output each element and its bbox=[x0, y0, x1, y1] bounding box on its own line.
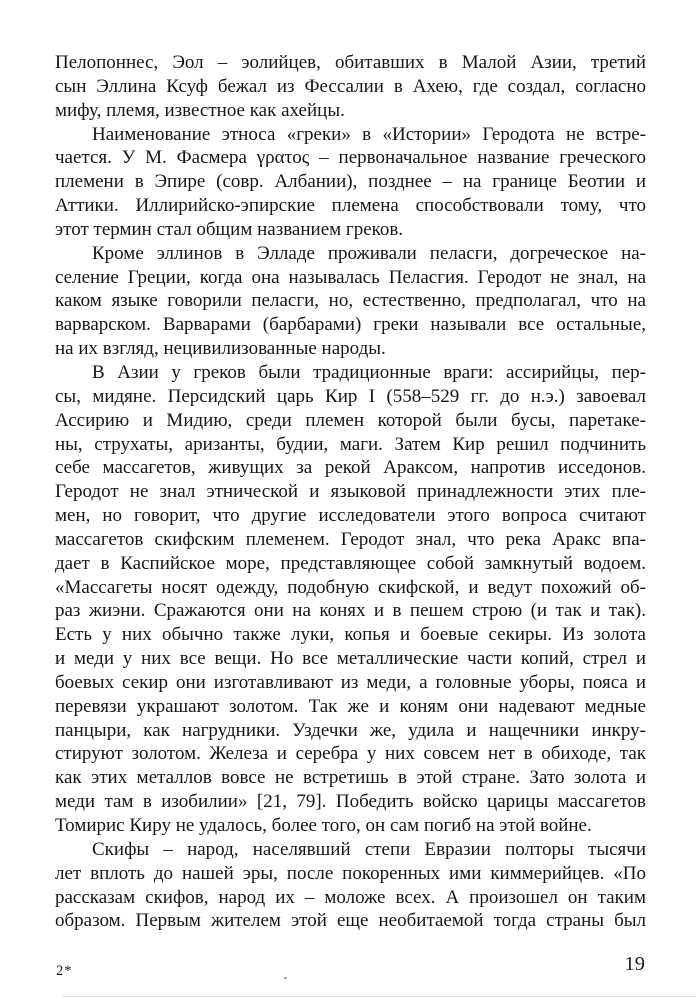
scan-edge-line bbox=[62, 996, 696, 997]
text-line: сы, мидяне. Персидский царь Кир I (558–529 гг. до н.э.) завоевал bbox=[55, 385, 646, 407]
text-line: Кроме эллинов в Элладе проживали пеласги, догреческое на- bbox=[92, 242, 646, 264]
text-line: себе массагетов, живущих за рекой Араксом, напротив исседонов. bbox=[55, 457, 646, 479]
text-line: Томирис Киру не удалось, более того, он сам погиб на этой войне. bbox=[55, 815, 592, 836]
paragraph bbox=[55, 123, 646, 242]
paragraph bbox=[55, 361, 646, 838]
text-line: Геродот не знал этнической и языковой принадлежности этих пле- bbox=[55, 481, 646, 503]
text-line: сын Эллина Ксуф бежал из Фессалии в Ахею, где создал, согласно bbox=[55, 75, 646, 97]
page-number: 19 bbox=[624, 953, 645, 975]
text-line: селение Греции, когда она называлась Пеласгия. Геродот не знал, на bbox=[55, 266, 646, 288]
text-line: Наименование этноса «греки» в «Истории» Геродота не встре- bbox=[92, 123, 646, 145]
text-line: лет вплоть до нашей эры, после покоренных ими киммерийцев. «По bbox=[55, 862, 646, 884]
text-line: стируют золотом. Железа и серебра у них совсем нет в обиходе, так bbox=[55, 743, 646, 765]
paragraph bbox=[55, 242, 646, 361]
paragraph bbox=[55, 51, 646, 123]
text-line: образом. Первым жителем этой еще необитаемой тогда страны был bbox=[55, 910, 646, 932]
text-line: Скифы – народ, населявший степи Евразии полторы тысячи bbox=[92, 838, 646, 860]
text-line: варварском. Варварами (барбарами) греки называли все остальные, bbox=[55, 314, 646, 336]
text-line: дает в Каспийское море, представляющее собой замкнутый водоем. bbox=[55, 552, 646, 574]
paragraph bbox=[55, 838, 646, 933]
text-line: Есть у них обычно также луки, копья и боевые секиры. Из золота bbox=[55, 624, 646, 646]
text-line: перевязи украшают золотом. Так же и коням они надевают медные bbox=[55, 695, 646, 717]
text-line: каком языке говорили пеласги, но, естественно, предполагал, что на bbox=[55, 290, 646, 312]
text-line: массагетов скифским племенем. Геродот знал, что река Аракс впа- bbox=[55, 528, 646, 550]
text-line: на их взгляд, нецивилизованные народы. bbox=[55, 338, 386, 360]
text-line: Аттики. Иллирийско-эпирские племена способствовали тому, что bbox=[55, 195, 646, 217]
text-line: мифу, племя, известное как ахейцы. bbox=[55, 99, 345, 121]
text-line: панцыри, как нагрудники. Уздечки же, удила и нащечники инкру- bbox=[55, 719, 646, 741]
text-line: мен, но говорит, что другие исследователи этого вопроса считают bbox=[55, 505, 646, 527]
text-line: Ассирию и Мидию, среди племен которой были бусы, паретаке- bbox=[55, 409, 646, 431]
text-line: рассказам скифов, народ их – моложе всех. А произошел он таким bbox=[55, 886, 646, 908]
text-line: племени в Эпире (совр. Албании), позднее – на границе Беотии и bbox=[55, 171, 646, 193]
scan-speck bbox=[284, 977, 287, 979]
text-line: боевых секир они изготавливают из меди, а головные уборы, пояса и bbox=[55, 671, 646, 693]
text-line: как этих металлов вовсе не встретишь в этой стране. Зато золота и bbox=[55, 767, 646, 789]
text-line: чается. У М. Фасмера γρατος – первоначальное название греческого bbox=[55, 147, 646, 169]
text-line: «Массагеты носят одежду, подобную скифской, и ведут похожий об- bbox=[55, 576, 646, 598]
text-block bbox=[55, 51, 646, 933]
signature-mark: 2* bbox=[56, 963, 73, 979]
text-line: Пелопоннес, Эол – эолийцев, обитавших в Малой Азии, третий bbox=[55, 52, 646, 73]
text-line: и меди у них все вещи. Но все металлические части копий, стрел и bbox=[55, 648, 646, 670]
text-line: меди там в изобилии» [21, 79]. Победить войско царицы массагетов bbox=[55, 791, 646, 813]
text-line: этот термин стал общим названием греков. bbox=[55, 218, 404, 240]
text-line: ны, струхаты, аризанты, будии, маги. Затем Кир решил подчинить bbox=[55, 433, 646, 455]
text-line: раз жиэни. Сражаются они на конях и в пешем строю (и так и так). bbox=[55, 600, 646, 622]
text-line: В Азии у греков были традиционные враги: ассирийцы, пер- bbox=[92, 361, 646, 383]
